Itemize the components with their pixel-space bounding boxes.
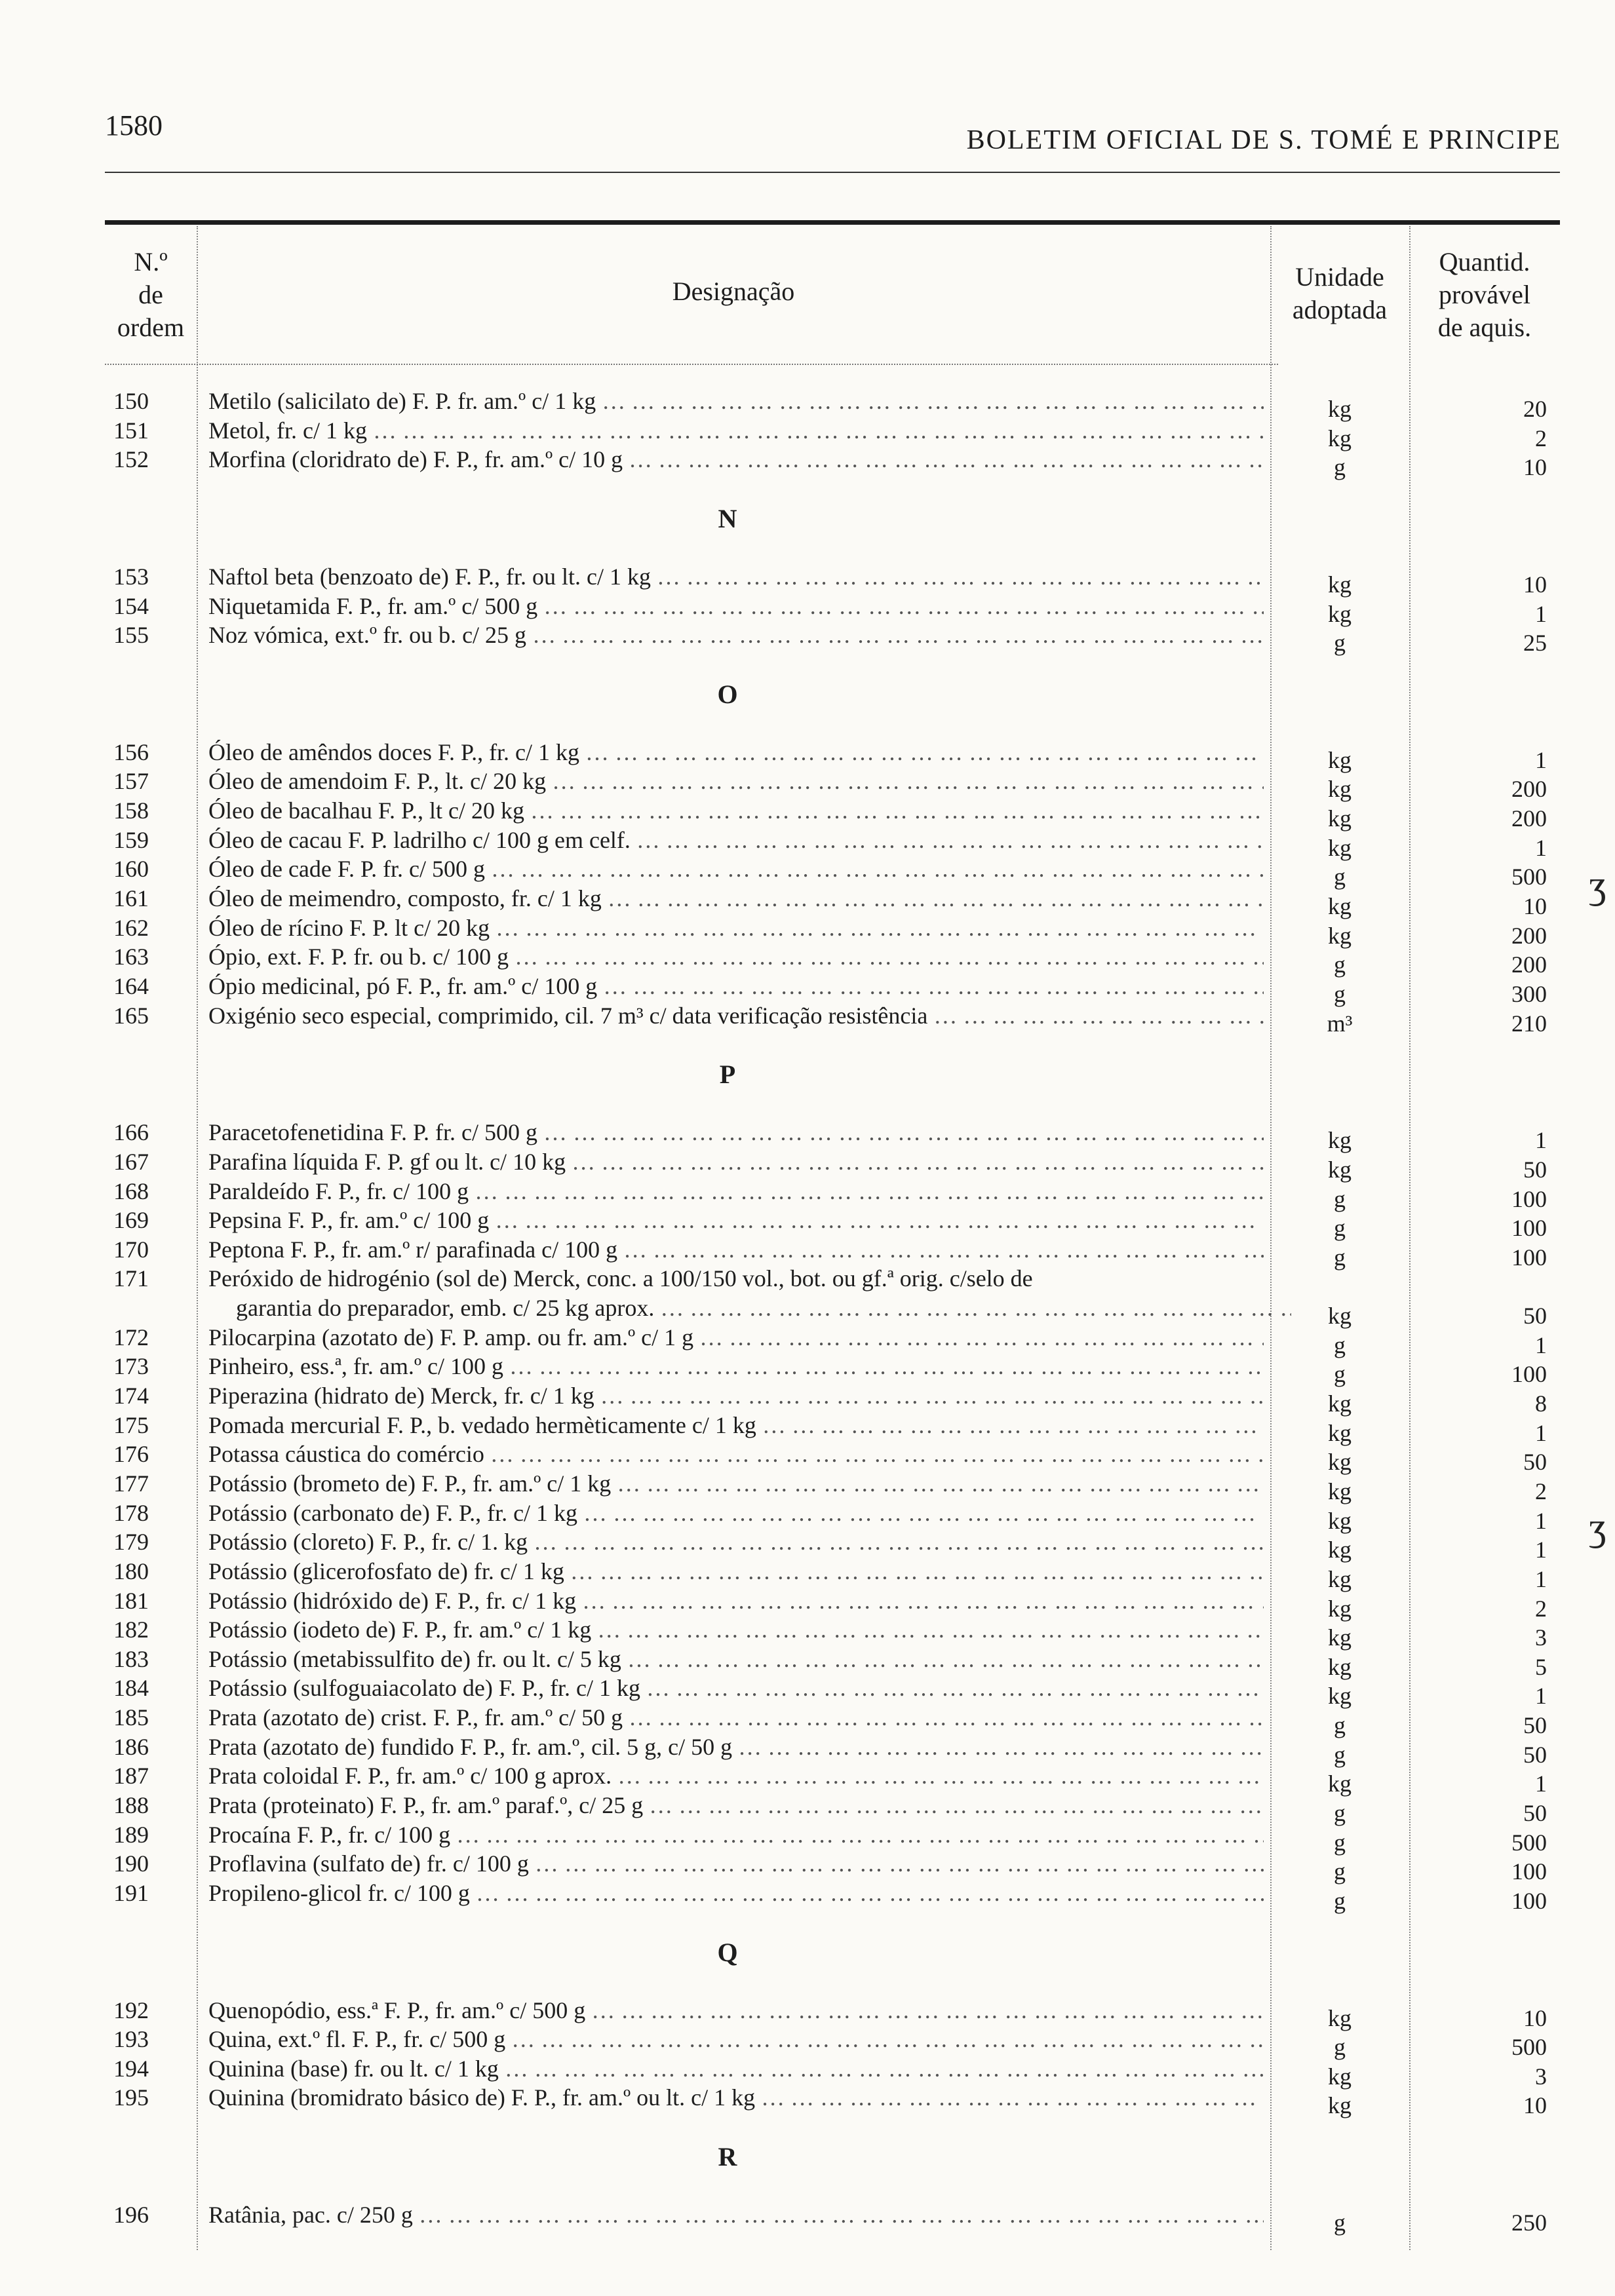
order-number: 183 [113, 1645, 149, 1672]
item-designation: Morfina (cloridrato de) F. P., fr. am.º c/ 10 g … … … … … … … … … … … … … … … … … … … … … … … … … … … … … … … … … … … … … … … … … … … [208, 445, 1264, 474]
item-designation: Óleo de bacalhau F. P., lt c/ 20 kg … … … … … … … … … … … … … … … … … … … … … … … … … … … … … … … … … … … … … … … … … … … [208, 796, 1264, 825]
item-unit: kg [1328, 1624, 1352, 1651]
order-number: 168 [113, 1177, 149, 1204]
item-quantity: 50 [1523, 1449, 1547, 1476]
item-quantity: 5 [1535, 1653, 1547, 1680]
order-number: 178 [113, 1499, 149, 1526]
item-quantity: 100 [1511, 1887, 1547, 1914]
table-row [0, 1381, 1615, 1417]
order-number: 164 [113, 972, 149, 999]
column-header-ordem [105, 246, 197, 344]
order-number: 174 [113, 1383, 149, 1409]
item-designation: Pinheiro, ess.ª, fr. am.º c/ 100 g … … … … … … … … … … … … … … … … … … … … … … … … … … … … … … … … … … … … … … … … … … … [208, 1352, 1264, 1381]
order-number: 151 [113, 417, 149, 444]
item-quantity: 500 [1511, 1829, 1547, 1856]
item-quantity: 1 [1535, 834, 1547, 861]
column-header-quantidade [1409, 246, 1560, 344]
table-row [0, 972, 1615, 1007]
order-number: 182 [113, 1617, 149, 1643]
item-quantity: 300 [1511, 980, 1547, 1007]
section-letter: R [718, 2142, 737, 2172]
section-heading [0, 1908, 1615, 1996]
table-top-rule [105, 220, 1560, 225]
item-designation: Quinina (bromidrato básico de) F. P., fr. am.º ou lt. c/ 1 kg … … … … … … … … … … … … … … … … … … … … … … … … … … … … … … … … … … … … … … … … … … … [208, 2083, 1264, 2112]
table-row [0, 796, 1615, 832]
table-row [0, 1352, 1615, 1388]
order-number: 150 [113, 388, 149, 414]
column-header-unidade-line: adoptada [1292, 295, 1388, 324]
item-designation: Prata (azotato de) crist. F. P., fr. am.º c/ 50 g … … … … … … … … … … … … … … … … … … … … … … … … … … … … … … … … … … … … … … … … … … … [208, 1703, 1264, 1732]
table-row [0, 913, 1615, 949]
item-unit: g [1334, 1361, 1346, 1388]
item-quantity: 1 [1535, 1565, 1547, 1592]
item-quantity: 100 [1511, 1244, 1547, 1271]
item-unit: g [1334, 1185, 1346, 1212]
item-unit: kg [1328, 2092, 1352, 2119]
item-designation: Potássio (glicerofosfato de) fr. c/ 1 kg … … … … … … … … … … … … … … … … … … … … … … … … … … … … … … … … … … … … … … … … … … … [208, 1557, 1264, 1586]
item-designation: Niquetamida F. P., fr. am.º c/ 500 g … … … … … … … … … … … … … … … … … … … … … … … … … … … … … … … … … … … … … … … … … … … [208, 592, 1264, 621]
item-designation: Oxigénio seco especial, comprimido, cil. 7 m³ c/ data verificação resistência … … … … … … … … … … … … … … … … … … … … … … … … … … … … … … … … … … … … … … … … … … … [208, 1001, 1264, 1030]
order-number: 181 [113, 1587, 149, 1614]
table-row [0, 2083, 1615, 2119]
item-unit: m³ [1327, 1010, 1353, 1037]
item-quantity: 20 [1523, 396, 1547, 422]
item-quantity: 200 [1511, 951, 1547, 978]
item-quantity: 8 [1535, 1390, 1547, 1417]
item-unit: kg [1328, 396, 1352, 422]
item-designation: Paracetofenetidina F. P. fr. c/ 500 g … … … … … … … … … … … … … … … … … … … … … … … … … … … … … … … … … … … … … … … … … … … [208, 1118, 1264, 1147]
item-quantity: 50 [1523, 1799, 1547, 1826]
item-quantity: 10 [1523, 893, 1547, 920]
order-number: 190 [113, 1850, 149, 1877]
item-unit: g [1334, 1887, 1346, 1914]
order-number: 184 [113, 1675, 149, 1702]
table-row [0, 1469, 1615, 1504]
order-number: 152 [113, 446, 149, 473]
table-row [0, 1527, 1615, 1563]
table-row [0, 621, 1615, 657]
order-number: 185 [113, 1704, 149, 1731]
order-number: 161 [113, 885, 149, 912]
item-quantity: 1 [1535, 1683, 1547, 1710]
table-row [0, 2054, 1615, 2090]
item-unit: kg [1328, 1595, 1352, 1622]
order-number: 186 [113, 1733, 149, 1760]
item-unit: kg [1328, 2063, 1352, 2090]
page-number: 1580 [105, 109, 163, 142]
item-quantity: 1 [1535, 1127, 1547, 1154]
item-quantity: 1 [1535, 1507, 1547, 1534]
item-designation: Metol, fr. c/ 1 kg … … … … … … … … … … … … … … … … … … … … … … … … … … … … … … … … … … … … … … … … … … … [208, 416, 1264, 445]
section-letter: P [719, 1060, 736, 1090]
margin-mark: ʒ [1589, 1505, 1606, 1548]
item-unit: kg [1328, 1156, 1352, 1183]
order-number: 155 [113, 622, 149, 649]
item-unit: kg [1328, 805, 1352, 832]
table-row [0, 387, 1615, 422]
item-quantity: 1 [1535, 1537, 1547, 1563]
item-unit: g [1334, 2034, 1346, 2061]
running-title: BOLETIM OFICIAL DE S. TOMÉ E PRINCIPE [966, 125, 1561, 155]
item-designation: Óleo de cade F. P. fr. c/ 500 g … … … … … … … … … … … … … … … … … … … … … … … … … … … … … … … … … … … … … … … … … … … [208, 854, 1264, 883]
table-row [0, 1411, 1615, 1446]
order-number: 189 [113, 1821, 149, 1848]
section-heading [0, 474, 1615, 562]
item-quantity: 10 [1523, 571, 1547, 598]
item-designation: Potássio (carbonato de) F. P., fr. c/ 1 kg … … … … … … … … … … … … … … … … … … … … … … … … … … … … … … … … … … … … … … … … … … … [208, 1499, 1264, 1527]
item-unit: kg [1328, 1390, 1352, 1417]
table-row [0, 767, 1615, 803]
table-row [0, 1761, 1615, 1797]
item-designation: Pilocarpina (azotato de) F. P. amp. ou fr. am.º c/ 1 g … … … … … … … … … … … … … … … … … … … … … … … … … … … … … … … … … … … … … … … … … … … [208, 1323, 1264, 1352]
item-designation: Peróxido de hidrogénio (sol de) Merck, conc. a 100/150 vol., bot. ou gf.ª orig. c/selo de [208, 1265, 1033, 1292]
order-number: 194 [113, 2055, 149, 2082]
item-designation: Óleo de meimendro, composto, fr. c/ 1 kg … … … … … … … … … … … … … … … … … … … … … … … … … … … … … … … … … … … … … … … … … … … [208, 884, 1264, 913]
order-number: 167 [113, 1148, 149, 1175]
order-number: 165 [113, 1002, 149, 1029]
order-number: 175 [113, 1411, 149, 1438]
order-number: 180 [113, 1558, 149, 1584]
section-heading [0, 2113, 1615, 2200]
item-quantity: 100 [1511, 1185, 1547, 1212]
item-quantity: 50 [1523, 1303, 1547, 1330]
table-row [0, 1440, 1615, 1476]
item-unit: g [1334, 1741, 1346, 1768]
order-number: 193 [113, 2026, 149, 2053]
item-unit: kg [1328, 600, 1352, 627]
table-row [0, 1996, 1615, 2031]
item-quantity: 200 [1511, 776, 1547, 803]
item-designation: Prata coloidal F. P., fr. am.º c/ 100 g aprox. … … … … … … … … … … … … … … … … … … … … … … … … … … … … … … … … … … … … … … … … … … … [208, 1761, 1264, 1790]
item-unit: g [1334, 1712, 1346, 1739]
item-quantity: 100 [1511, 1215, 1547, 1242]
order-number: 156 [113, 738, 149, 765]
item-designation: Potassa cáustica do comércio … … … … … … … … … … … … … … … … … … … … … … … … … … … … … … … … … … … … … … … … … … … [208, 1440, 1264, 1468]
item-quantity: 500 [1511, 864, 1547, 890]
item-designation: Ópio medicinal, pó F. P., fr. am.º c/ 100 g … … … … … … … … … … … … … … … … … … … … … … … … … … … … … … … … … … … … … … … … … … … [208, 972, 1264, 1001]
item-quantity: 1 [1535, 1770, 1547, 1797]
table-row [0, 1001, 1615, 1037]
order-number: 166 [113, 1119, 149, 1146]
item-designation: Peptona F. P., fr. am.º r/ parafinada c/ 100 g … … … … … … … … … … … … … … … … … … … … … … … … … … … … … … … … … … … … … … … … … … … [208, 1235, 1264, 1264]
table-row [0, 1118, 1615, 1154]
order-number: 159 [113, 826, 149, 853]
item-quantity: 1 [1535, 1331, 1547, 1358]
section-letter: O [717, 679, 738, 709]
item-quantity: 250 [1511, 2210, 1547, 2236]
item-designation: Parafina líquida F. P. gf ou lt. c/ 10 kg … … … … … … … … … … … … … … … … … … … … … … … … … … … … … … … … … … … … … … … … … … … [208, 1147, 1264, 1176]
item-designation: Potássio (iodeto de) F. P., fr. am.º c/ 1 kg … … … … … … … … … … … … … … … … … … … … … … … … … … … … … … … … … … … … … … … … … … … [208, 1615, 1264, 1644]
item-unit: kg [1328, 834, 1352, 861]
table-row [0, 1674, 1615, 1710]
item-quantity: 10 [1523, 2004, 1547, 2031]
item-designation: Paraldeído F. P., fr. c/ 100 g … … … … … … … … … … … … … … … … … … … … … … … … … … … … … … … … … … … … … … … … … … … [208, 1177, 1264, 1206]
item-unit: kg [1328, 746, 1352, 773]
item-quantity: 210 [1511, 1010, 1547, 1037]
item-quantity: 200 [1511, 805, 1547, 832]
order-number: 171 [113, 1265, 149, 1292]
table-row [0, 445, 1615, 481]
order-number: 173 [113, 1353, 149, 1380]
item-designation: Noz vómica, ext.º fr. ou b. c/ 25 g … … … … … … … … … … … … … … … … … … … … … … … … … … … … … … … … … … … … … … … … … … … [208, 621, 1264, 649]
item-designation: Óleo de amêndos doces F. P., fr. c/ 1 kg … … … … … … … … … … … … … … … … … … … … … … … … … … … … … … … … … … … … … … … … … … … [208, 738, 1264, 767]
item-designation: Potássio (cloreto) F. P., fr. c/ 1. kg … … … … … … … … … … … … … … … … … … … … … … … … … … … … … … … … … … … … … … … … … … … [208, 1527, 1264, 1556]
table-row [0, 1791, 1615, 1826]
item-designation: Óleo de amendoim F. P., lt. c/ 20 kg … … … … … … … … … … … … … … … … … … … … … … … … … … … … … … … … … … … … … … … … … … … [208, 767, 1264, 795]
item-unit: kg [1328, 1478, 1352, 1504]
section-letter: Q [717, 1937, 738, 1967]
item-quantity: 1 [1535, 600, 1547, 627]
column-header-ordem-line: de [138, 280, 163, 309]
table-row [0, 1293, 1615, 1330]
item-designation: Quenopódio, ess.ª F. P., fr. am.º c/ 500 g … … … … … … … … … … … … … … … … … … … … … … … … … … … … … … … … … … … … … … … … … … … [208, 1996, 1264, 2025]
item-unit: g [1334, 1858, 1346, 1885]
item-unit: g [1334, 630, 1346, 657]
column-header-quantidade-line: Quantid. [1439, 247, 1530, 277]
section-letter: N [718, 503, 737, 533]
item-unit: g [1334, 1331, 1346, 1358]
item-quantity: 3 [1535, 2063, 1547, 2090]
table-row [0, 1849, 1615, 1885]
order-number: 157 [113, 768, 149, 795]
order-number: 195 [113, 2084, 149, 2111]
item-unit: kg [1328, 2004, 1352, 2031]
item-unit: g [1334, 1215, 1346, 1242]
item-quantity: 50 [1523, 1741, 1547, 1768]
item-quantity: 25 [1523, 630, 1547, 657]
item-designation: Ratânia, pac. c/ 250 g … … … … … … … … … … … … … … … … … … … … … … … … … … … … … … … … … … … … … … … … … … … [208, 2200, 1264, 2229]
order-number: 163 [113, 944, 149, 970]
order-number: 162 [113, 914, 149, 941]
order-number: 192 [113, 1997, 149, 2023]
item-designation: Piperazina (hidrato de) Merck, fr. c/ 1 kg … … … … … … … … … … … … … … … … … … … … … … … … … … … … … … … … … … … … … … … … … … … [208, 1381, 1264, 1410]
column-header-designacao-label: Designação [672, 277, 795, 306]
order-number: 169 [113, 1207, 149, 1234]
table-row [0, 1820, 1615, 1856]
order-number: 177 [113, 1470, 149, 1497]
item-designation: Potássio (metabissulfito de) fr. ou lt. c/ 5 kg … … … … … … … … … … … … … … … … … … … … … … … … … … … … … … … … … … … … … … … … … … … [208, 1645, 1264, 1674]
table-row [0, 1323, 1615, 1358]
column-header-unidade-line: Unidade [1295, 262, 1384, 292]
table-row [0, 1615, 1615, 1651]
item-unit: g [1334, 1829, 1346, 1856]
item-quantity: 2 [1535, 425, 1547, 451]
item-unit: kg [1328, 571, 1352, 598]
order-number: 154 [113, 592, 149, 619]
item-designation-continued: garantia do preparador, emb. c/ 25 kg aprox. … … … … … … … … … … … … … … … … … … … … … … … … … … … … … … … … … … … … … … … … … … … [236, 1293, 1291, 1322]
item-quantity: 200 [1511, 922, 1547, 949]
item-quantity: 50 [1523, 1156, 1547, 1183]
item-designation: Prata (proteinato) F. P., fr. am.º paraf.º, c/ 25 g … … … … … … … … … … … … … … … … … … … … … … … … … … … … … … … … … … … … … … … … … … … [208, 1791, 1264, 1820]
table-row [0, 884, 1615, 920]
item-unit: kg [1328, 1683, 1352, 1710]
item-unit: kg [1328, 1653, 1352, 1680]
item-unit: kg [1328, 1303, 1352, 1330]
column-header-quantidade-line: provável [1439, 280, 1530, 309]
margin-mark: ʒ [1589, 863, 1606, 906]
table-row [0, 1499, 1615, 1534]
header-rule [105, 172, 1560, 173]
column-header-ordem-line: N.º [134, 247, 168, 277]
item-quantity: 100 [1511, 1858, 1547, 1885]
item-designation: Naftol beta (benzoato de) F. P., fr. ou lt. c/ 1 kg … … … … … … … … … … … … … … … … … … … … … … … … … … … … … … … … … … … … … … … … … … … [208, 562, 1264, 591]
table-row [0, 1586, 1615, 1622]
item-designation: Potássio (sulfoguaiacolato de) F. P., fr. c/ 1 kg … … … … … … … … … … … … … … … … … … … … … … … … … … … … … … … … … … … … … … … … … … … [208, 1674, 1264, 1702]
order-number: 187 [113, 1763, 149, 1789]
item-designation: Propileno-glicol fr. c/ 100 g … … … … … … … … … … … … … … … … … … … … … … … … … … … … … … … … … … … … … … … … … … … [208, 1879, 1264, 1907]
item-unit: g [1334, 980, 1346, 1007]
table-row [0, 2200, 1615, 2236]
table-row [0, 1264, 1615, 1293]
column-header-quantidade-line: de aquis. [1437, 313, 1532, 342]
table-row [0, 1645, 1615, 1680]
item-unit: kg [1328, 922, 1352, 949]
item-unit: kg [1328, 425, 1352, 451]
table-body [0, 387, 1615, 2236]
table-row [0, 1177, 1615, 1212]
item-unit: kg [1328, 893, 1352, 920]
table-row [0, 854, 1615, 890]
table-row [0, 2025, 1615, 2061]
item-quantity: 100 [1511, 1361, 1547, 1388]
item-designation: Óleo de rícino F. P. lt c/ 20 kg … … … … … … … … … … … … … … … … … … … … … … … … … … … … … … … … … … … … … … … … … … … [208, 913, 1264, 942]
item-unit: g [1334, 1244, 1346, 1271]
item-quantity: 1 [1535, 746, 1547, 773]
item-unit: kg [1328, 1449, 1352, 1476]
item-quantity: 10 [1523, 2092, 1547, 2119]
item-designation: Procaína F. P., fr. c/ 100 g … … … … … … … … … … … … … … … … … … … … … … … … … … … … … … … … … … … … … … … … … … … [208, 1820, 1264, 1849]
order-number: 188 [113, 1791, 149, 1818]
item-designation: Óleo de cacau F. P. ladrilho c/ 100 g em celf. … … … … … … … … … … … … … … … … … … … … … … … … … … … … … … … … … … … … … … … … … … … [208, 826, 1264, 854]
order-number: 179 [113, 1529, 149, 1556]
column-header-unidade [1270, 261, 1409, 326]
item-designation: Ópio, ext. F. P. fr. ou b. c/ 100 g … … … … … … … … … … … … … … … … … … … … … … … … … … … … … … … … … … … … … … … … … … … [208, 942, 1264, 971]
order-number: 176 [113, 1441, 149, 1468]
item-unit: kg [1328, 1419, 1352, 1446]
table-row [0, 1147, 1615, 1183]
table-row [0, 1557, 1615, 1592]
item-designation: Pepsina F. P., fr. am.º c/ 100 g … … … … … … … … … … … … … … … … … … … … … … … … … … … … … … … … … … … … … … … … … … … [208, 1206, 1264, 1234]
table-row [0, 1206, 1615, 1242]
item-unit: g [1334, 2210, 1346, 2236]
column-header-ordem-line: ordem [117, 313, 185, 342]
item-unit: kg [1328, 1565, 1352, 1592]
item-designation: Potássio (hidróxido de) F. P., fr. c/ 1 kg … … … … … … … … … … … … … … … … … … … … … … … … … … … … … … … … … … … … … … … … … … … [208, 1586, 1264, 1615]
item-quantity: 2 [1535, 1478, 1547, 1504]
order-number: 160 [113, 856, 149, 883]
section-heading [0, 650, 1615, 738]
item-designation: Metilo (salicilato de) F. P. fr. am.º c/ 1 kg … … … … … … … … … … … … … … … … … … … … … … … … … … … … … … … … … … … … … … … … … … … [208, 387, 1264, 415]
item-quantity: 1 [1535, 1419, 1547, 1446]
section-heading [0, 1030, 1615, 1118]
table-row [0, 416, 1615, 451]
header-bottom-rule [105, 364, 1278, 365]
table-row [0, 826, 1615, 861]
item-quantity: 3 [1535, 1624, 1547, 1651]
item-unit: kg [1328, 1127, 1352, 1154]
item-unit: kg [1328, 776, 1352, 803]
item-unit: kg [1328, 1770, 1352, 1797]
item-unit: g [1334, 1799, 1346, 1826]
table-row [0, 592, 1615, 627]
item-designation: Pomada mercurial F. P., b. vedado hermèticamente c/ 1 kg … … … … … … … … … … … … … … … … … … … … … … … … … … … … … … … … … … … … … … … … … … … [208, 1411, 1264, 1440]
item-quantity: 50 [1523, 1712, 1547, 1739]
item-designation: Quinina (base) fr. ou lt. c/ 1 kg … … … … … … … … … … … … … … … … … … … … … … … … … … … … … … … … … … … … … … … … … … … [208, 2054, 1264, 2083]
item-quantity: 2 [1535, 1595, 1547, 1622]
order-number: 196 [113, 2202, 149, 2229]
table-row [0, 1703, 1615, 1739]
table-row [0, 562, 1615, 598]
table-row [0, 1235, 1615, 1271]
column-header-designacao [197, 275, 1270, 308]
item-quantity: 500 [1511, 2034, 1547, 2061]
order-number: 158 [113, 797, 149, 824]
item-designation: Prata (azotato de) fundido F. P., fr. am.º, cil. 5 g, c/ 50 g … … … … … … … … … … … … … … … … … … … … … … … … … … … … … … … … … … … … … … … … … … … [208, 1732, 1264, 1761]
item-quantity: 10 [1523, 454, 1547, 481]
table-row [0, 1732, 1615, 1768]
order-number: 170 [113, 1236, 149, 1263]
order-number: 172 [113, 1324, 149, 1350]
item-unit: kg [1328, 1537, 1352, 1563]
item-unit: kg [1328, 1507, 1352, 1534]
item-designation: Proflavina (sulfato de) fr. c/ 100 g … … … … … … … … … … … … … … … … … … … … … … … … … … … … … … … … … … … … … … … … … … … [208, 1849, 1264, 1878]
item-unit: g [1334, 454, 1346, 481]
item-designation: Potássio (brometo de) F. P., fr. am.º c/ 1 kg … … … … … … … … … … … … … … … … … … … … … … … … … … … … … … … … … … … … … … … … … … … [208, 1469, 1264, 1498]
item-unit: g [1334, 951, 1346, 978]
item-unit: g [1334, 864, 1346, 890]
order-number: 153 [113, 563, 149, 590]
table-row [0, 738, 1615, 773]
table-row [0, 1879, 1615, 1914]
table-row [0, 942, 1615, 978]
item-designation: Quina, ext.º fl. F. P., fr. c/ 500 g … … … … … … … … … … … … … … … … … … … … … … … … … … … … … … … … … … … … … … … … … … … [208, 2025, 1264, 2054]
order-number: 191 [113, 1879, 149, 1906]
